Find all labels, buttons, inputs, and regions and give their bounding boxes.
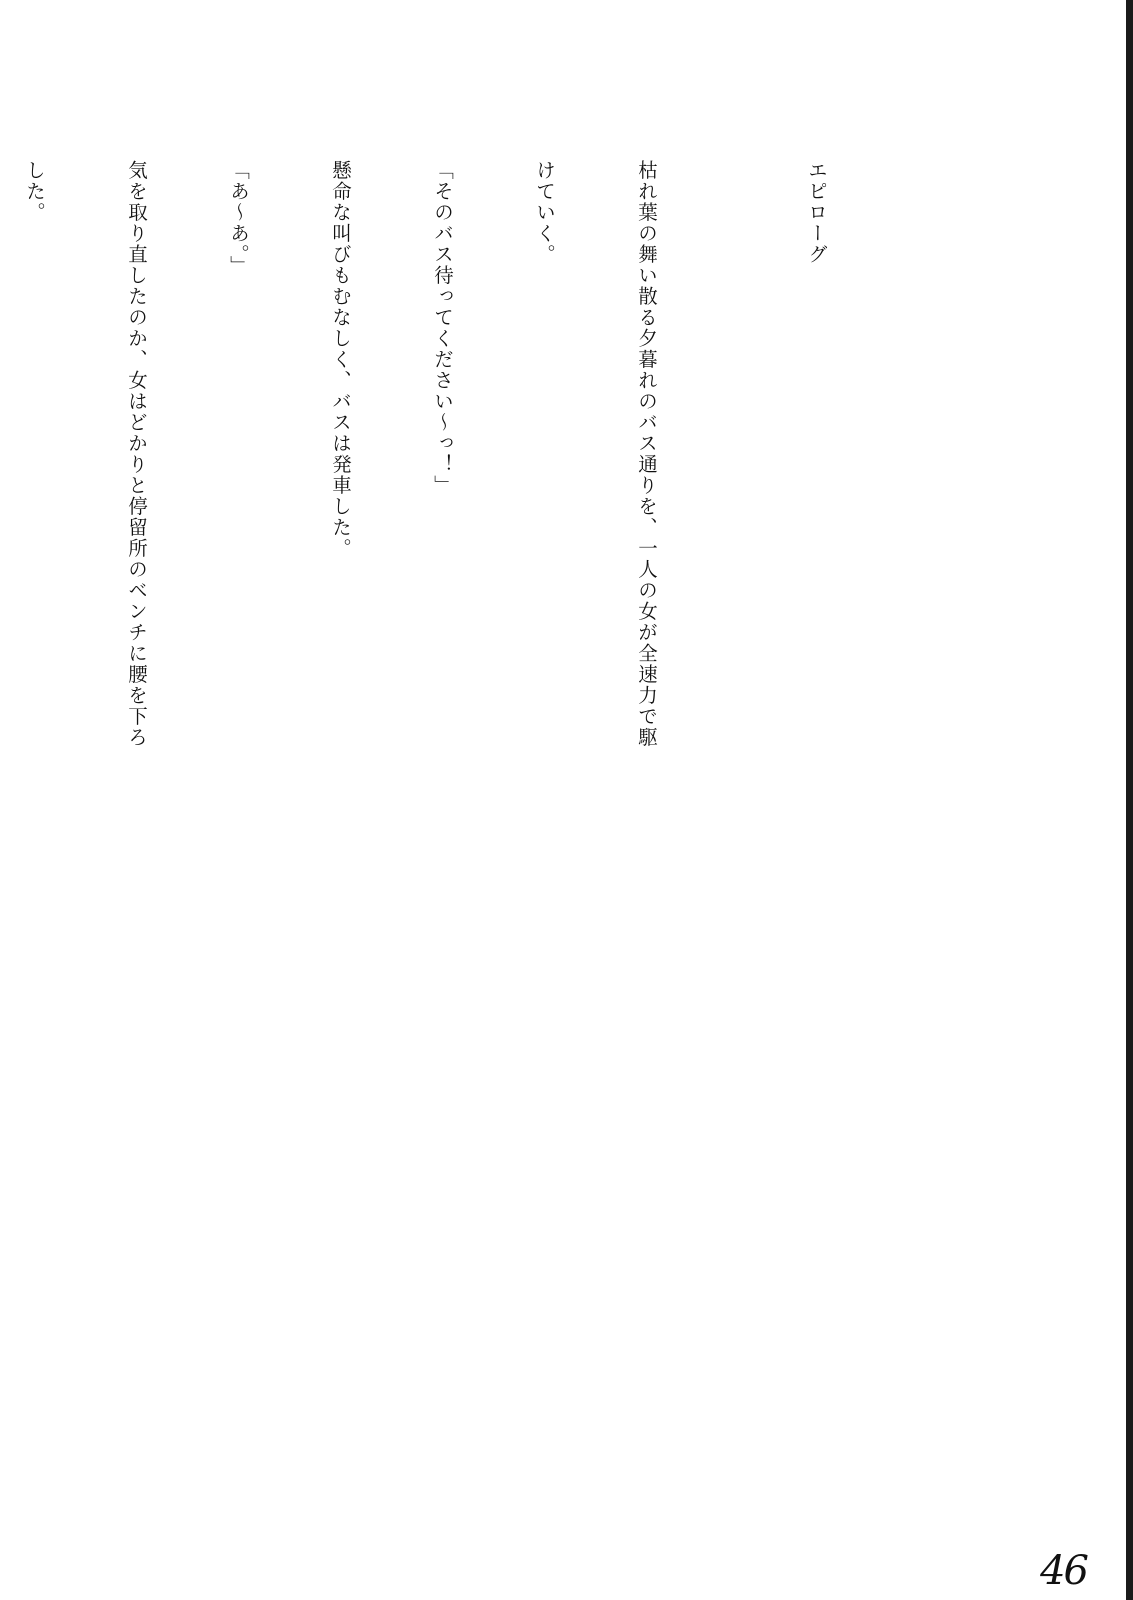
page-edge-border bbox=[1126, 0, 1133, 1600]
text-line: 気を取り直したのか、女はどかりと停留所のベンチに腰を下ろ bbox=[125, 160, 148, 748]
chapter-title: エピローグ bbox=[805, 160, 828, 265]
text-line: した。 bbox=[23, 160, 46, 223]
text-line: けていく。 bbox=[533, 160, 556, 265]
text-line: 「あ～あ。」 bbox=[227, 160, 250, 277]
page-number: 46 bbox=[1040, 1548, 1087, 1594]
text-line: 懸命な叫びもむなしく、バスは発車した。 bbox=[329, 160, 352, 559]
text-line: 枯れ葉の舞い散る夕暮れのバス通りを、一人の女が全速力で駆 bbox=[635, 160, 658, 748]
text-line: 「そのバス待ってください～っ！」 bbox=[431, 160, 454, 496]
vertical-text-body bbox=[0, 160, 901, 820]
